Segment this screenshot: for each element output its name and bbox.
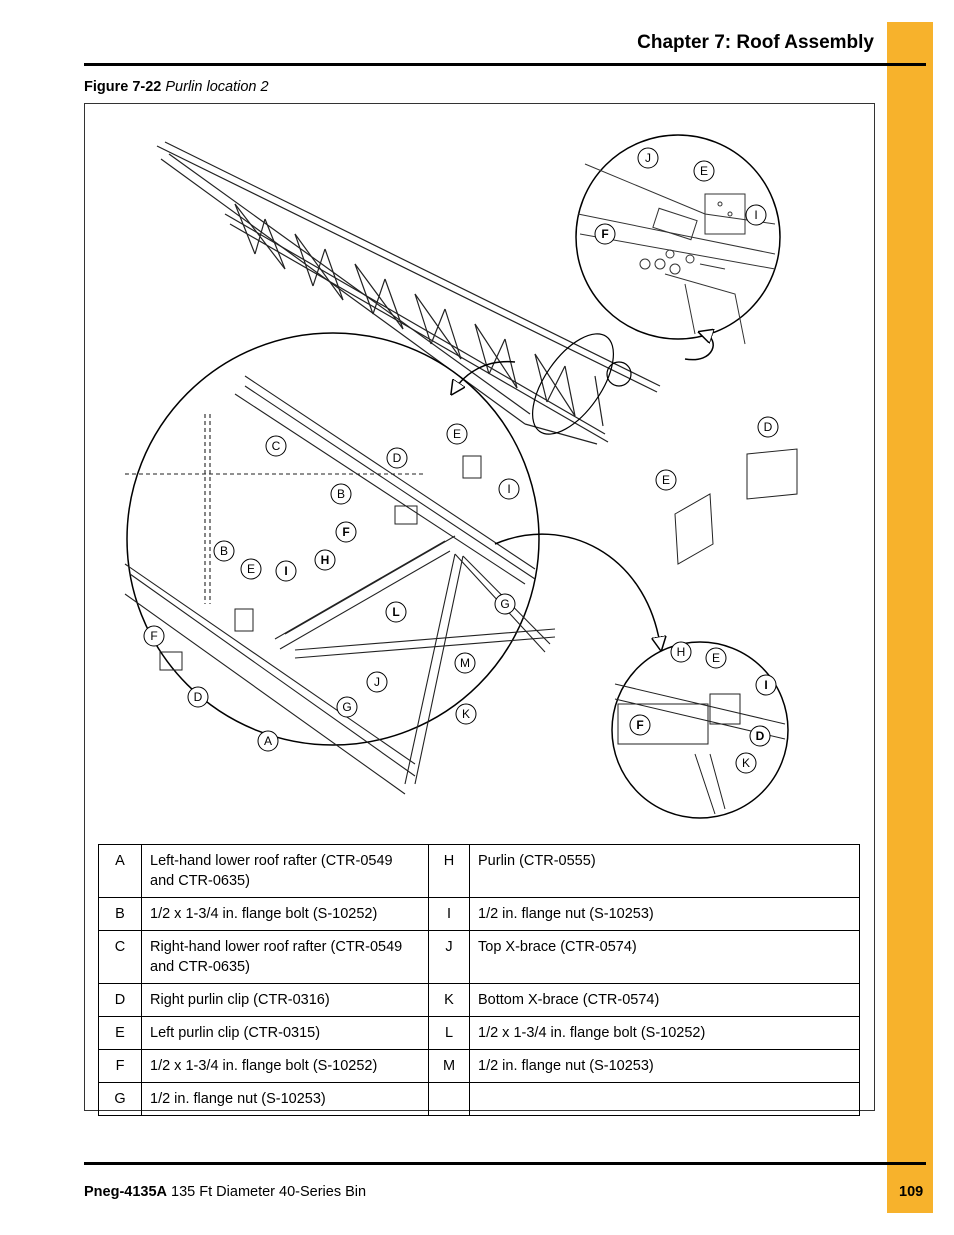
svg-text:E: E bbox=[711, 651, 721, 665]
part-key: J bbox=[429, 931, 470, 984]
svg-text:J: J bbox=[374, 675, 380, 689]
parts-table-row bbox=[99, 845, 860, 898]
svg-text:G: G bbox=[500, 597, 510, 611]
figure-number: Figure 7-22 bbox=[84, 79, 162, 95]
header-rule bbox=[84, 63, 926, 66]
svg-text:G: G bbox=[342, 700, 352, 714]
doc-code: Pneg-4135A bbox=[84, 1184, 168, 1200]
part-key bbox=[429, 1083, 470, 1116]
svg-text:A: A bbox=[263, 734, 273, 748]
svg-text:E: E bbox=[699, 164, 709, 178]
svg-text:D: D bbox=[763, 420, 773, 434]
part-key: A bbox=[99, 845, 142, 898]
parts-table-row bbox=[99, 1050, 860, 1083]
svg-text:B: B bbox=[219, 544, 229, 558]
parts-legend-table bbox=[98, 844, 860, 1116]
figure-caption bbox=[84, 79, 269, 95]
chapter-tab-bar bbox=[887, 22, 933, 1213]
part-key: M bbox=[429, 1050, 470, 1083]
svg-text:E: E bbox=[452, 427, 462, 441]
svg-text:K: K bbox=[741, 756, 751, 770]
part-key: D bbox=[99, 984, 142, 1017]
parts-table-row bbox=[99, 1017, 860, 1050]
parts-table-row bbox=[99, 1083, 860, 1116]
part-description: Left purlin clip (CTR-0315) bbox=[142, 1017, 429, 1050]
part-key: F bbox=[99, 1050, 142, 1083]
footer-doc-info bbox=[84, 1184, 366, 1200]
parts-table-row bbox=[99, 898, 860, 931]
svg-text:I: I bbox=[507, 482, 511, 496]
svg-text:I: I bbox=[754, 208, 758, 222]
part-description: Purlin (CTR-0555) bbox=[470, 845, 860, 898]
svg-text:C: C bbox=[271, 439, 281, 453]
svg-text:E: E bbox=[661, 473, 671, 487]
part-description: 1/2 x 1-3/4 in. flange bolt (S-10252) bbox=[142, 1050, 429, 1083]
parts-table-row bbox=[99, 931, 860, 984]
figure-title: Purlin location 2 bbox=[165, 79, 269, 95]
svg-text:J: J bbox=[645, 151, 651, 165]
part-description: Top X-brace (CTR-0574) bbox=[470, 931, 860, 984]
part-key: G bbox=[99, 1083, 142, 1116]
footer-rule bbox=[84, 1162, 926, 1165]
part-description: Bottom X-brace (CTR-0574) bbox=[470, 984, 860, 1017]
doc-title: 135 Ft Diameter 40-Series Bin bbox=[171, 1184, 367, 1200]
part-key: L bbox=[429, 1017, 470, 1050]
svg-text:L: L bbox=[392, 605, 400, 619]
svg-text:F: F bbox=[601, 227, 609, 241]
part-description: 1/2 in. flange nut (S-10253) bbox=[470, 1050, 860, 1083]
part-key: I bbox=[429, 898, 470, 931]
part-description: Left-hand lower roof rafter (CTR-0549 and CTR-0635) bbox=[142, 845, 429, 898]
svg-text:F: F bbox=[150, 629, 158, 643]
svg-text:F: F bbox=[342, 525, 350, 539]
svg-text:H: H bbox=[676, 645, 686, 659]
svg-text:D: D bbox=[193, 690, 203, 704]
part-description: 1/2 in. flange nut (S-10253) bbox=[142, 1083, 429, 1116]
part-description: 1/2 x 1-3/4 in. flange bolt (S-10252) bbox=[142, 898, 429, 931]
part-description: Right purlin clip (CTR-0316) bbox=[142, 984, 429, 1017]
part-key: H bbox=[429, 845, 470, 898]
svg-text:M: M bbox=[460, 656, 470, 670]
svg-text:D: D bbox=[392, 451, 402, 465]
svg-text:F: F bbox=[636, 718, 644, 732]
part-key: K bbox=[429, 984, 470, 1017]
part-key: B bbox=[99, 898, 142, 931]
svg-text:H: H bbox=[320, 553, 330, 567]
loose-purlin-clips bbox=[675, 449, 797, 564]
detail-circle-main bbox=[125, 333, 555, 794]
part-key: C bbox=[99, 931, 142, 984]
part-description bbox=[470, 1083, 860, 1116]
page-number: 109 bbox=[899, 1184, 924, 1200]
svg-text:E: E bbox=[246, 562, 256, 576]
part-description: 1/2 in. flange nut (S-10253) bbox=[470, 898, 860, 931]
svg-text:D: D bbox=[755, 729, 765, 743]
part-key: E bbox=[99, 1017, 142, 1050]
part-description: 1/2 x 1-3/4 in. flange bolt (S-10252) bbox=[470, 1017, 860, 1050]
svg-text:I: I bbox=[764, 678, 768, 692]
svg-text:B: B bbox=[336, 487, 346, 501]
parts-table-row bbox=[99, 984, 860, 1017]
svg-text:K: K bbox=[461, 707, 471, 721]
part-description: Right-hand lower roof rafter (CTR-0549 and CTR-0635) bbox=[142, 931, 429, 984]
svg-text:I: I bbox=[284, 564, 288, 578]
chapter-title: Chapter 7: Roof Assembly bbox=[637, 32, 874, 53]
